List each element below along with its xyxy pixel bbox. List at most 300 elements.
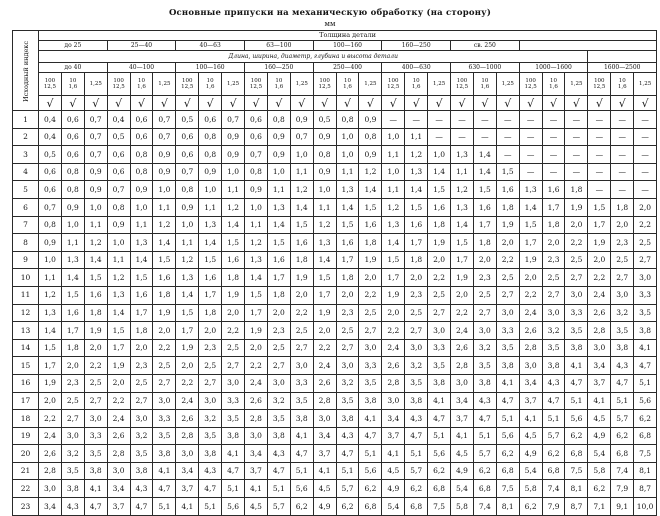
allowance-value: 4,7 [267, 462, 290, 480]
allowance-value: 2,6 [176, 410, 199, 428]
allowance-value: 0,6 [39, 163, 62, 181]
thickness-range: 160—250 [382, 41, 451, 51]
allowance-value: 2,5 [634, 234, 657, 252]
allowance-value: 5,7 [267, 498, 290, 516]
allowance-value: 2,8 [245, 410, 268, 428]
row-index: 19 [13, 427, 39, 445]
allowance-value: 0,9 [107, 216, 130, 234]
allowance-value: — [611, 128, 634, 146]
thickness-range: 40—63 [176, 41, 245, 51]
allowance-value: 1,3 [382, 216, 405, 234]
allowance-value: 5,1 [565, 392, 588, 410]
allowance-value: 2,0 [245, 339, 268, 357]
roughness-symbol: √ [107, 96, 130, 111]
allowance-value: 8,1 [565, 480, 588, 498]
allowance-value: 3,3 [153, 410, 176, 428]
allowance-value: 1,0 [290, 146, 313, 164]
allowance-value: 1,8 [130, 322, 153, 340]
allowance-value: — [519, 111, 542, 129]
allowance-value: 2,2 [359, 286, 382, 304]
allowance-value: 1,9 [84, 322, 107, 340]
roughness-symbol: √ [359, 96, 382, 111]
allowance-value: 1,4 [359, 181, 382, 199]
allowance-value: 1,8 [565, 181, 588, 199]
allowance-value: 2,8 [176, 427, 199, 445]
allowance-value: 4,1 [359, 410, 382, 428]
length-range: 40—100 [107, 63, 176, 73]
allowance-value: 3,0 [176, 445, 199, 463]
allowance-value: 5,4 [382, 498, 405, 516]
allowance-value: 6,8 [428, 480, 451, 498]
row-index: 7 [13, 216, 39, 234]
allowance-value: 2,5 [336, 322, 359, 340]
allowance-value: 3,0 [107, 462, 130, 480]
allowance-value: 1,4 [267, 216, 290, 234]
allowance-value: 4,7 [542, 392, 565, 410]
table-row [13, 374, 657, 392]
allowance-value: 1,6 [222, 251, 245, 269]
allowance-value: 1,7 [176, 322, 199, 340]
allowance-value: 2,5 [405, 304, 428, 322]
allowance-value: 0,9 [39, 234, 62, 252]
allowance-value: 1,9 [382, 286, 405, 304]
allowance-value: 5,1 [611, 392, 634, 410]
allowance-value: 0,6 [107, 163, 130, 181]
allowance-value: 2,2 [245, 357, 268, 375]
allowance-value: 1,0 [130, 198, 153, 216]
allowance-value: 6,2 [359, 480, 382, 498]
allowance-value: 2,5 [267, 339, 290, 357]
roughness-symbol: √ [496, 96, 519, 111]
allowance-value: 0,8 [267, 111, 290, 129]
allowance-value: 0,6 [61, 111, 84, 129]
row-index: 3 [13, 146, 39, 164]
allowance-value: 2,0 [336, 286, 359, 304]
allowance-value: 10,0 [634, 498, 657, 516]
roughness-symbol: √ [267, 96, 290, 111]
allowance-value: 0,7 [84, 111, 107, 129]
allowance-value: 2,6 [588, 304, 611, 322]
allowance-value: 1,8 [405, 251, 428, 269]
roughness-symbol: √ [290, 96, 313, 111]
allowance-value: 7,5 [565, 462, 588, 480]
allowance-value: 2,7 [130, 392, 153, 410]
allowance-value: 1,6 [542, 181, 565, 199]
table-row [13, 181, 657, 199]
allowance-value: — [588, 146, 611, 164]
allowance-value: 3,2 [473, 339, 496, 357]
allowance-value: 0,9 [153, 163, 176, 181]
allowance-value: 2,7 [473, 304, 496, 322]
table-row [13, 198, 657, 216]
allowance-value: 1,5 [199, 251, 222, 269]
allowance-value: 1,8 [611, 198, 634, 216]
length-range: 400—630 [382, 63, 451, 73]
allowance-value: 2,5 [199, 357, 222, 375]
row-index: 5 [13, 181, 39, 199]
allowance-value: 1,2 [107, 269, 130, 287]
allowance-value: 5,1 [336, 462, 359, 480]
allowance-value: 1,7 [519, 234, 542, 252]
allowance-value: 2,6 [451, 339, 474, 357]
allowance-value: 1,2 [451, 181, 474, 199]
allowance-value: 1,5 [336, 216, 359, 234]
allowance-value: 2,8 [382, 374, 405, 392]
allowance-value: 2,7 [634, 251, 657, 269]
length-range: до 40 [39, 63, 108, 73]
allowance-value: 1,4 [405, 181, 428, 199]
allowance-value: 2,0 [542, 234, 565, 252]
allowance-value: 4,3 [336, 427, 359, 445]
allowance-value: 0,6 [199, 111, 222, 129]
allowance-value: 5,1 [496, 410, 519, 428]
allowance-value: 4,1 [496, 374, 519, 392]
allowance-value: 1,6 [473, 198, 496, 216]
allowance-value: 1,0 [428, 146, 451, 164]
allowance-value: 6,8 [611, 445, 634, 463]
allowance-value: 0,9 [153, 146, 176, 164]
row-index: 11 [13, 286, 39, 304]
allowance-value: 3,5 [405, 374, 428, 392]
allowance-value: 0,9 [313, 128, 336, 146]
roughness-symbol: √ [153, 96, 176, 111]
allowance-value: 2,3 [542, 251, 565, 269]
allowance-value: 1,7 [107, 339, 130, 357]
roughness-header: 1,25 [290, 73, 313, 96]
allowance-value: 1,4 [473, 146, 496, 164]
table-row [13, 269, 657, 287]
allowance-value: 3,5 [222, 410, 245, 428]
allowance-value: 1,4 [473, 163, 496, 181]
allowance-value: 1,4 [245, 269, 268, 287]
allowance-value: 1,1 [336, 163, 359, 181]
unit-label: мм [324, 20, 336, 28]
roughness-symbol: √ [634, 96, 657, 111]
roughness-symbol: √ [451, 96, 474, 111]
allowance-value: 1,4 [176, 286, 199, 304]
allowance-value: 1,3 [39, 304, 62, 322]
roughness-header: 100 12,5 [313, 73, 336, 96]
allowance-value: 1,3 [451, 198, 474, 216]
allowance-value: 1,4 [382, 234, 405, 252]
allowance-value: 4,3 [61, 498, 84, 516]
allowance-value: 4,9 [313, 498, 336, 516]
allowance-value: 3,7 [176, 480, 199, 498]
allowance-value: 1,0 [336, 146, 359, 164]
allowance-value: 1,5 [153, 251, 176, 269]
allowance-value: — [634, 111, 657, 129]
roughness-header: 10 1,6 [336, 73, 359, 96]
allowance-value: 6,2 [336, 498, 359, 516]
allowance-value: 5,4 [588, 445, 611, 463]
allowance-value: 5,1 [222, 480, 245, 498]
allowance-value: 0,6 [245, 111, 268, 129]
allowance-value: 3,8 [130, 462, 153, 480]
allowance-value: — [565, 128, 588, 146]
length-range: 160—250 [245, 63, 314, 73]
allowance-value: — [565, 111, 588, 129]
allowance-value: 1,0 [84, 198, 107, 216]
allowance-value: 3,2 [61, 445, 84, 463]
allowance-value: 2,0 [130, 339, 153, 357]
allowance-value: 3,2 [611, 304, 634, 322]
allowance-value: 1,0 [336, 128, 359, 146]
allowance-value: 2,5 [61, 392, 84, 410]
allowance-value: 3,0 [153, 392, 176, 410]
allowance-value: 3,5 [611, 322, 634, 340]
allowance-value: — [496, 128, 519, 146]
allowance-value: 4,1 [382, 445, 405, 463]
table-row [13, 251, 657, 269]
allowance-value: 2,0 [496, 234, 519, 252]
table-row [13, 322, 657, 340]
allowance-value: 2,2 [451, 304, 474, 322]
allowance-value: 2,5 [153, 357, 176, 375]
allowance-value: 2,8 [519, 339, 542, 357]
row-index: 22 [13, 480, 39, 498]
allowance-value: 4,3 [473, 392, 496, 410]
allowance-value: 1,5 [245, 286, 268, 304]
allowance-value: 3,0 [61, 427, 84, 445]
allowance-value: 2,3 [267, 322, 290, 340]
allowance-value: 1,6 [61, 304, 84, 322]
allowance-value: 2,0 [382, 304, 405, 322]
allowance-value: 1,8 [61, 339, 84, 357]
allowance-value: 3,3 [222, 392, 245, 410]
allowance-value: 1,2 [245, 234, 268, 252]
allowance-value: 2,7 [84, 392, 107, 410]
allowance-value: 0,6 [107, 146, 130, 164]
allowance-value: 1,4 [153, 234, 176, 252]
allowance-value: 5,6 [290, 480, 313, 498]
allowance-value: 2,5 [222, 339, 245, 357]
roughness-header: 10 1,6 [199, 73, 222, 96]
allowance-value: 0,5 [176, 111, 199, 129]
allowance-value: 3,8 [199, 445, 222, 463]
allowance-value: 0,9 [199, 163, 222, 181]
allowance-value: 6,2 [611, 427, 634, 445]
row-index: 18 [13, 410, 39, 428]
allowance-value: 6,2 [405, 480, 428, 498]
allowance-value: 2,7 [61, 410, 84, 428]
allowance-value: 2,7 [611, 269, 634, 287]
allowance-value: 8,1 [634, 462, 657, 480]
allowance-value: 2,7 [428, 304, 451, 322]
allowance-value: 4,1 [245, 480, 268, 498]
roughness-symbol: √ [245, 96, 268, 111]
row-index: 21 [13, 462, 39, 480]
allowance-value: 2,7 [359, 322, 382, 340]
allowance-value: 1,5 [176, 304, 199, 322]
allowance-value: 0,9 [267, 146, 290, 164]
allowance-value: 4,5 [245, 498, 268, 516]
allowance-value: 1,1 [130, 216, 153, 234]
allowance-value: 3,5 [634, 304, 657, 322]
row-index: 8 [13, 234, 39, 252]
allowance-value: 3,5 [61, 462, 84, 480]
roughness-symbol: √ [176, 96, 199, 111]
allowance-value: 1,7 [39, 357, 62, 375]
allowance-value: 1,0 [199, 181, 222, 199]
allowance-value: 3,7 [245, 462, 268, 480]
allowance-value: 3,5 [267, 410, 290, 428]
allowance-value: 8,1 [496, 498, 519, 516]
table-row [13, 339, 657, 357]
allowance-value: 5,7 [336, 480, 359, 498]
roughness-header: 10 1,6 [405, 73, 428, 96]
allowance-value: — [473, 111, 496, 129]
allowance-value: 4,5 [451, 445, 474, 463]
allowance-value: 6,2 [519, 498, 542, 516]
allowance-value: 2,8 [313, 392, 336, 410]
allowance-value: 1,2 [84, 234, 107, 252]
allowance-value: 1,2 [359, 163, 382, 181]
allowance-value: 2,0 [588, 251, 611, 269]
allowance-value: 5,1 [267, 480, 290, 498]
table-row [13, 445, 657, 463]
allowance-value: 7,5 [634, 445, 657, 463]
roughness-header: 100 12,5 [382, 73, 405, 96]
allowance-value: 7,1 [588, 498, 611, 516]
allowance-value: 2,2 [107, 392, 130, 410]
roughness-symbol: √ [61, 96, 84, 111]
allowance-value: 2,7 [222, 357, 245, 375]
allowance-value: — [428, 111, 451, 129]
allowance-value: — [611, 111, 634, 129]
allowance-value: 1,3 [267, 198, 290, 216]
allowance-value: 1,2 [382, 198, 405, 216]
allowance-value: — [588, 181, 611, 199]
allowance-value: 2,2 [588, 269, 611, 287]
roughness-symbol: √ [588, 96, 611, 111]
allowance-value: 1,8 [428, 216, 451, 234]
allowance-value: 5,4 [451, 480, 474, 498]
allowance-value: 3,8 [267, 427, 290, 445]
allowance-value: 0,9 [290, 111, 313, 129]
allowance-value: 0,8 [130, 146, 153, 164]
allowance-value: 1,2 [222, 198, 245, 216]
table-row [13, 234, 657, 252]
allowance-value: 3,0 [473, 322, 496, 340]
allowance-value: 5,6 [634, 392, 657, 410]
allowance-value: 2,0 [222, 304, 245, 322]
allowance-value: 2,5 [290, 322, 313, 340]
allowance-value: — [496, 146, 519, 164]
allowance-value: 1,4 [199, 234, 222, 252]
allowance-value: 1,1 [245, 216, 268, 234]
roughness-header: 1,25 [428, 73, 451, 96]
thickness-range: 63—100 [245, 41, 314, 51]
allowance-value: 2,0 [313, 322, 336, 340]
allowance-value: 4,1 [428, 392, 451, 410]
allowance-value: 0,7 [84, 128, 107, 146]
roughness-symbol: √ [222, 96, 245, 111]
table-row [13, 111, 657, 129]
allowance-value: 3,2 [405, 357, 428, 375]
length-range: 1000—1600 [519, 63, 588, 73]
table-row [13, 163, 657, 181]
allowance-value: 1,5 [428, 181, 451, 199]
allowance-value: 4,3 [611, 357, 634, 375]
allowance-value: 4,7 [634, 357, 657, 375]
allowance-value: 1,4 [451, 216, 474, 234]
row-index: 15 [13, 357, 39, 375]
allowance-value: 1,9 [519, 251, 542, 269]
allowance-value: 2,0 [634, 198, 657, 216]
roughness-header: 1,25 [496, 73, 519, 96]
thickness-range: 25—40 [107, 41, 176, 51]
allowance-value: 1,4 [130, 251, 153, 269]
allowance-value: 1,5 [382, 251, 405, 269]
allowance-value: 2,3 [405, 286, 428, 304]
allowance-value: 3,8 [222, 427, 245, 445]
allowance-value: 2,7 [267, 357, 290, 375]
roughness-header: 100 12,5 [245, 73, 268, 96]
roughness-header: 100 12,5 [588, 73, 611, 96]
allowance-value: 2,5 [428, 286, 451, 304]
allowance-value: 4,3 [405, 410, 428, 428]
roughness-header: 10 1,6 [130, 73, 153, 96]
roughness-symbol: √ [313, 96, 336, 111]
allowance-value: 6,8 [634, 427, 657, 445]
allowance-value: 6,2 [588, 480, 611, 498]
roughness-header: 100 12,5 [107, 73, 130, 96]
allowance-value: 4,1 [84, 480, 107, 498]
allowance-value: 1,4 [39, 322, 62, 340]
roughness-symbol: √ [565, 96, 588, 111]
allowance-value: 3,5 [428, 357, 451, 375]
allowance-value: 2,0 [359, 269, 382, 287]
allowance-table [12, 30, 657, 516]
allowance-value: 2,7 [199, 374, 222, 392]
allowance-value: 2,2 [153, 339, 176, 357]
allowance-value: — [496, 111, 519, 129]
allowance-value: 0,9 [130, 181, 153, 199]
table-row [13, 427, 657, 445]
allowance-value: 3,2 [336, 374, 359, 392]
allowance-value: 2,0 [405, 269, 428, 287]
allowance-value: 1,9 [245, 322, 268, 340]
row-index: 13 [13, 322, 39, 340]
allowance-value: 1,3 [245, 251, 268, 269]
allowance-value: 2,4 [519, 304, 542, 322]
allowance-value: 0,9 [245, 181, 268, 199]
allowance-value: 4,1 [588, 392, 611, 410]
allowance-value: 0,5 [313, 111, 336, 129]
allowance-value: 1,7 [542, 198, 565, 216]
allowance-value: 3,5 [542, 339, 565, 357]
allowance-value: 1,4 [107, 304, 130, 322]
roughness-header: 1,25 [153, 73, 176, 96]
allowance-value: 5,1 [359, 445, 382, 463]
allowance-value: 3,0 [519, 357, 542, 375]
allowance-value: 4,1 [313, 462, 336, 480]
allowance-value: — [542, 146, 565, 164]
allowance-value: 6,2 [473, 462, 496, 480]
allowance-value: 3,4 [451, 392, 474, 410]
allowance-value: 4,7 [359, 427, 382, 445]
allowance-value: 3,0 [39, 480, 62, 498]
allowance-value: 1,5 [130, 269, 153, 287]
allowance-value: 1,5 [84, 269, 107, 287]
allowance-value: 2,4 [39, 427, 62, 445]
allowance-value: 1,9 [451, 269, 474, 287]
allowance-value: 2,8 [107, 445, 130, 463]
length-range: 1600—2500 [588, 63, 657, 73]
allowance-value: 3,8 [359, 392, 382, 410]
allowance-value: 4,7 [611, 374, 634, 392]
roughness-symbol: √ [84, 96, 107, 111]
